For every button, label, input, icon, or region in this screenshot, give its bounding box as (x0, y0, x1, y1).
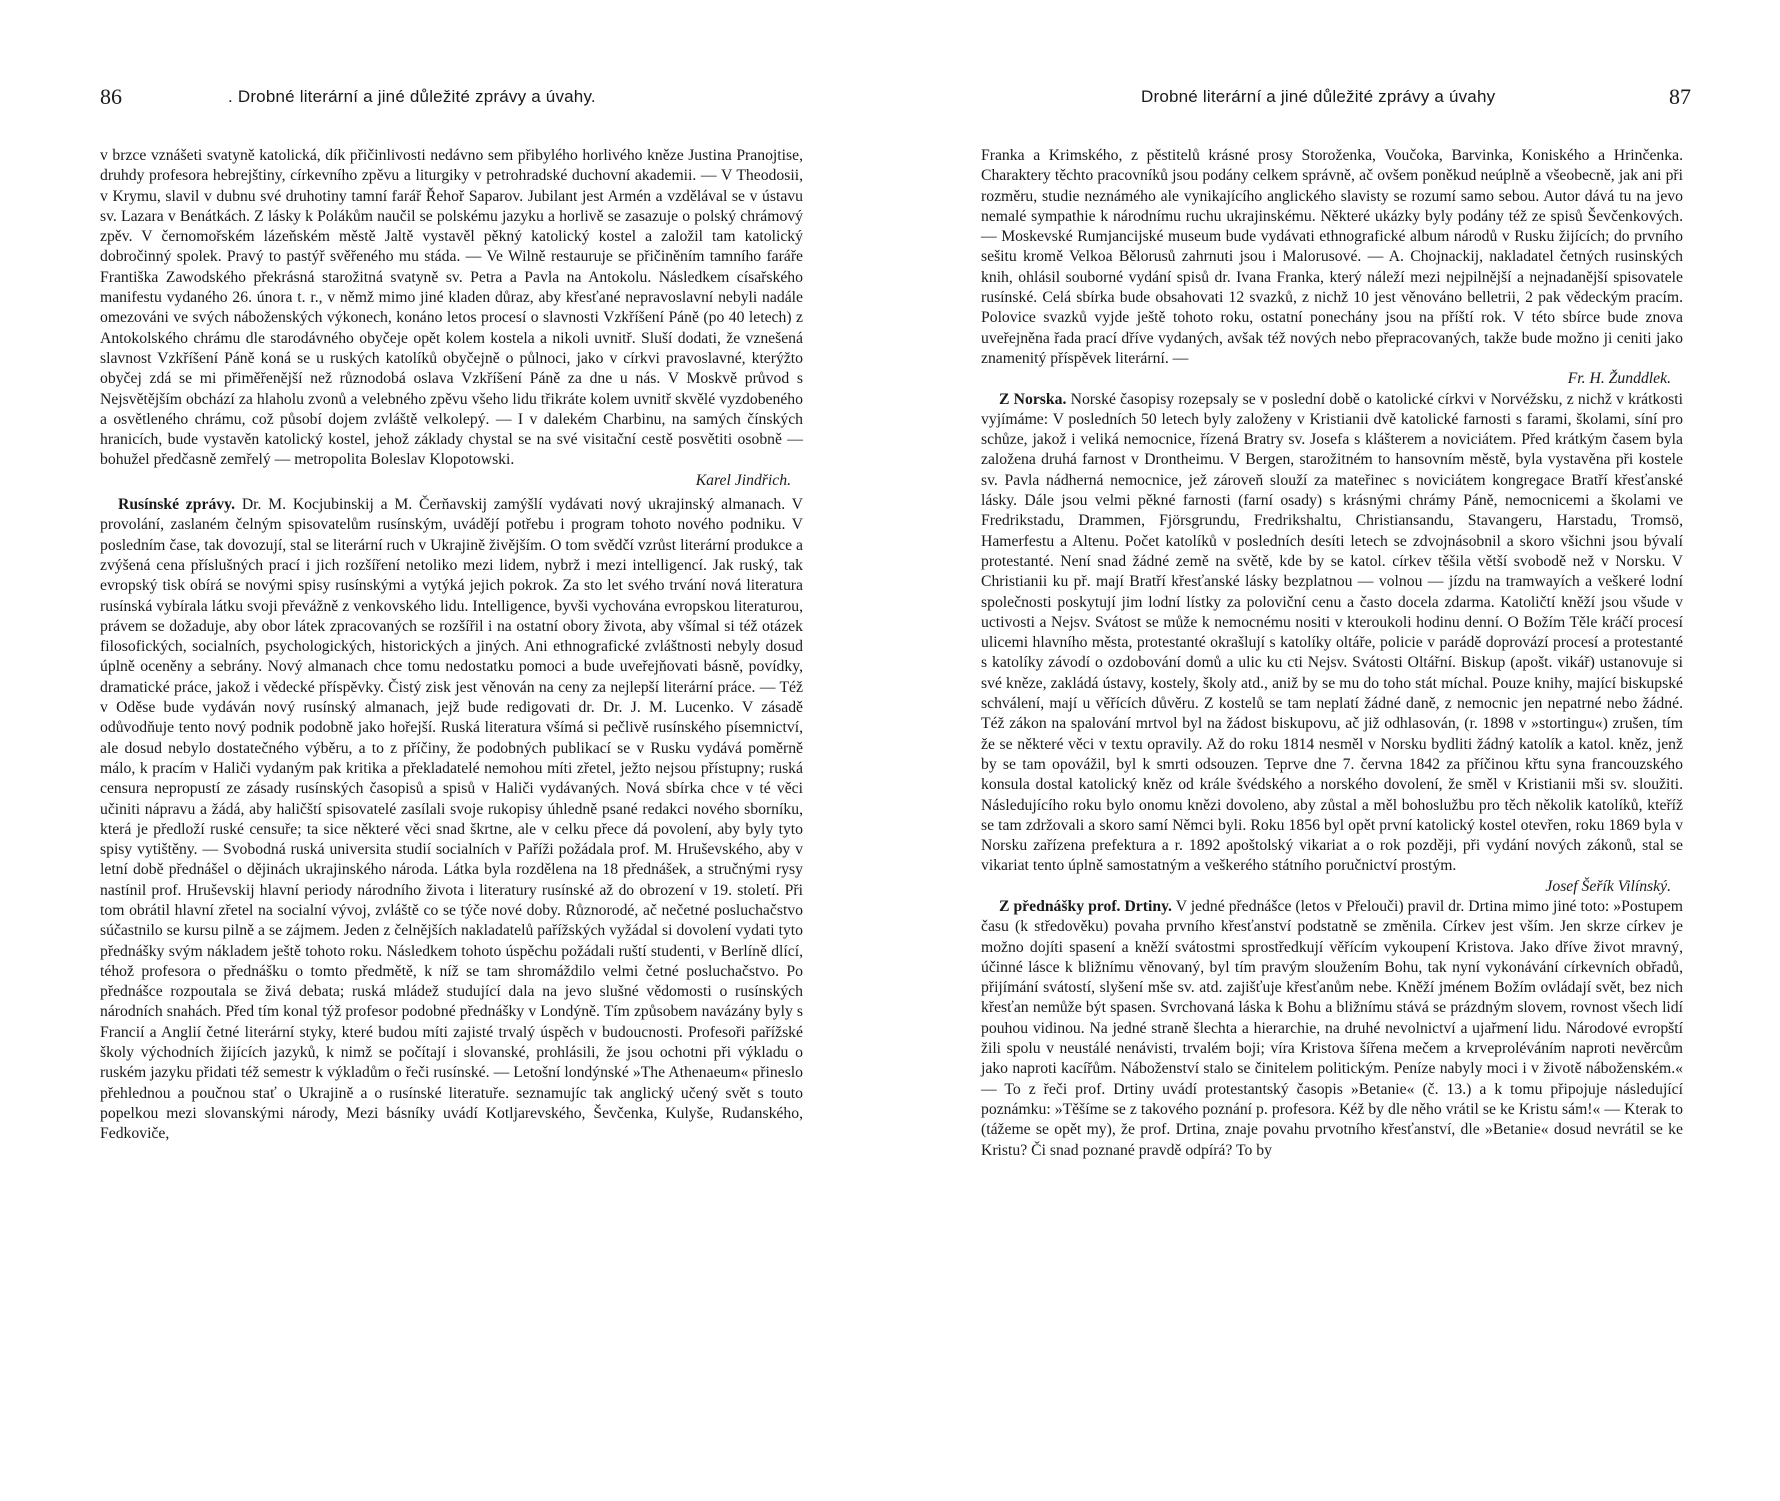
right-signature-2: Josef Šeřík Vilínský. (1545, 877, 1671, 895)
left-paragraph-2 (100, 495, 803, 1145)
left-signature-1: Karel Jindřich. (695, 471, 791, 489)
section-title-rusinske-zpravy: Rusínské zprávy. (118, 496, 236, 514)
right-running-head (891, 82, 1691, 112)
right-page-number: 87 (1669, 84, 1691, 109)
right-running-title: Drobné literární a jiné důležité zprávy a úvahy (1141, 87, 1496, 106)
right-paragraph-2-text: Norské časopisy rozepsaly se v poslední době o katolické církvi v Norvéžsku, z nichž v krátkosti vyjímáme: V posledních 50 letech byly založeny v Kristianii dvě katolické farnosti s farami, školami, síní pro schůze, jakož i veliká nemocnice, řízená Bratry sv. Josefa s klášterem a noviciátem. Před krátkým časem byla založena druhá farnost v Drontheimu. V Bergen, starožitném to hansovním městě, byla vystavěna při kostele sv. Pavla nádherná nemocnice, jež zároveň slouží za mateřinec s noviciátem kongregace Bratří křesťanské lásky. Dále jsou velmi pěkné farnosti (farní osady) s krásnými chrámy Páně, nemocnicemi a školami ve Fredrikstadu, Drammen, Fjörsgrundu, Fredrikshaltu, Christiansandu, Stavangeru, Harstadu, Tromsö, Hamerfestu a Altenu. Počet katolíků v posledních desíti letech se zdvojnásobnil a skoro všichni jsou bývalí protestanté. Není snad žádné země na světě, kde by se katol. církev těšila větší svobodě než v Norsku. V Christianii ku př. mají Bratří křesťanské lásky bezplatnou — volnou — jízdu na tramwayích a veškeré lodní společnosti poskytují jim lodní lístky za poloviční cenu a často docela zdarma. Katoličtí kněží jsou všude v uctivosti a Nejsv. Svátost se může k nemocnému nositi v kteroukoli hodinu denní. O Božím Těle kráčí procesí ulicemi hlavního města, protestanté okrašlují s katolíky oltáře, policie v parádě doprovází procesí a protestanté s katolíky závodí o ozdobování domů a ulic ku cti Nejsv. Svátosti Oltářní. Biskup (apošt. vikář) ustanovuje si své kněze, zakládá ústavy, kostely, školy atd., aniž by se mu do toho stát míchal. Pouze knihy, mající biskupské schválení, mají u věřících důvěru. Z kostelů se tam neplatí žádné daně, z nemocnic jen nepatrné nebo žádné. Též zákon na spalování mrtvol byl na žádost biskupovu, ač již odhlasován, (r. 1898 v »stortingu«) zrušen, tím že se některé věci v textu opravily. Až do roku 1814 nesměl v Norsku bydliti žádný katolík a katol. kněz, jenž by se tam opovážil, byl k smrti odsouzen. Teprve dne 7. června 1842 za příčinou křtu syna francouzského konsula dostal katolický kněz od krále švédského a norského dovolení, že směl v Kristianii mši sv. sloužiti. Následujícího roku bylo onomu knězi dovoleno, aby zůstal a měl bohoslužbu pro těch několik katolíků, kteříž se tam zdržovali a skoro samí Němci byli. Roku 1856 byl opět první katolický kostel otevřen, roku 1869 byla v Norsku zařízena prefektura a r. 1892 apoštolský vikariat a o rok později, při vydání nových zákonů, stal se vikariat tento úplně samostatným a veškerého státního poručnictví prostým. (981, 390, 1683, 875)
left-page-number: 86 (100, 84, 122, 109)
right-signature-1: Fr. H. Žunddlek. (1567, 370, 1671, 388)
left-running-title: . Drobné literární a jiné důležité zprávy a úvahy. (228, 87, 596, 106)
right-paragraph-2 (981, 390, 1683, 877)
right-paragraph-1 (981, 146, 1683, 369)
left-running-head (100, 82, 800, 112)
left-paragraph-2-text: Dr. M. Kocjubinskij a M. Čerňavskij zamýšlí vydávati nový ukrajinský almanach. V provolání, zaslaném čelným spisovatelům rusínským, uvádějí potřebu i program tohoto nového podniku. V posledním čase, tak dovozují, stal se literární ruch v Ukrajině živějším. O tom svědčí vzrůst literární produkce a zvýšená cena příslušných prací i jich rozšíření netoliko mezi lidem, nybrž i mezi intelligencí. Jak ruský, tak evropský tisk obírá se novými spisy rusínskými a vytýká jejich pokrok. Za sto let svého trvání nová literatura rusínská vybírala látku svoji převážně z venkovského lidu. Intelligence, byvši vychována evropskou literaturou, právem se dožaduje, aby obor látek zpracovaných se rozšířil i na ostatní obory života, aby všímal si též otázek filosofických, socialních, psychologických, historických a jiných. Ani ethnografické zvláštnosti nebyly dosud úplně oceněny a sebrány. Nový almanach chce tomu nedostatku pomoci a bude uveřejňovati básně, povídky, dramatické práce, jakož i vědecké příspěvky. Čistý zisk jest věnován na ceny za nejlepší literární práce. — Též v Oděse bude vydáván nový rusínský almanach, jejž bude redigovati dr. Dr. J. M. Lucenko. V zásadě odůvodňuje tento nový podnik podobně jako hořejší. Ruská literatura všímá si pečlivě rusínského písemnictví, ale dosud nebylo dostatečného výběru, a to z příčiny, že podobných publikací se v Rusku vydává poměrně málo, k pracím v Haliči vydaným pak kritika a překladatelé nemohou míti zřetel, ježto nejsou přístupny; ruská censura nepropustí ze zásady rusínských časopisů a spisů v Haliči vydávaných. Nová sbírka chce v té věci učiniti nápravu a žádá, aby haličští spisovatelé zasílali svoje rukopisy úhledně psané redakci nového sborníku, která je předloží ruské censuře; ta sice některé věci snad škrtne, ale v celku přece dá povolení, aby byly tyto spisy vytištěny. — Svobodná ruská universita studií socialních v Paříži požádala prof. M. Hruševského, aby v letní době přednášel o dějinách ukrajinského národa. Látka byla rozdělena na 18 přednášek, a stručnými rysy nastínil prof. Hruševskij hlavní periody národního života i literatury rusínské až do obrození v 19. století. Při tom obrátil hlavní zřetel na socialní vývoj, zvláště co se týče nové doby. Různorodé, ač nečetné posluchačstvo súčastnilo se kursu pilně a se zájmem. Jeden z čelnějších nakladatelů pařížských vyžádal si dovolení vydati tyto přednášky svým nákladem ještě tohoto roku. Následkem tohoto úspěchu požádali ruští studenti, v Berlíně dlící, téhož profesora o přednášku o tomto předmětě, k níž se tam shromáždilo velmi četné posluchačstvo. Po přednášce rozpoutala se živá debata; ruská mládež studující dala na jevo slušné vědomosti o rusínských národních snahách. Před tím konal týž profesor podobné přednášky v Londýně. Tím způsobem navázány byly s Francií a Anglií četné literární styky, které budou míti zajisté trvalý úspěch v budoucnosti. Profesoři pařížské školy východních žijících jazyků, k nimž se počítají i slovanské, prohlásili, že jsou ochotni při výkladu o ruském jazyku přidati též semestr k výkladům o řeči rusínské. — Letošní londýnské »The Athenaeum« přineslo přehlednou a poučnou stať o Ukrajině a o rusínské literatuře. seznamujíc tak anglický učený svět s touto popelkou mezi slovanskými národy, Mezi básníky uvádí Kotljarevského, Ševčenka, Kulyše, Rudanského, Fedkoviče, (100, 496, 804, 1143)
right-paragraph-3 (981, 897, 1683, 1161)
right-paragraph-3-text: V jedné přednášce (letos v Přelouči) pravil dr. Drtina mimo jiné toto: »Postupem času (k středověku) povaha prvního křesťanství podstatně se změnila. Církev jest vším. Jen skrze církev je možno dojíti spasení a kněží svátostmi sprostředkují věřícím vykoupení Kristova. Jako dříve život mravný, účinné lásce k bližnímu věnovaný, byl tím pravým sloužením Bohu, tak nyní vykonávání církevních obřadů, přijímání svátostí, slyšení mše sv. atd. zajišťuje křesťanům nebe. Kněží jménem Božím ovládají svět, bez nich křesťan nemůže být spasen. Svrchovaná láska k Bohu a bližnímu stává se prázdným slovem, rovnost všech lidí pouhou vidinou. Na jedné straně šlechta a hierarchie, na druhé nevolnictví a ujařmení lidu. Národové evropští žili spolu v neustálé nenávisti, trvalém boji; víra Kristova šířena mečem a krveproléváním naproti nevěrcům jako naproti kacířům. Náboženství stalo se činitelem politickým. Peníze nabyly moci i v životě náboženském.« — To z řeči prof. Drtiny uvádí protestantský časopis »Betanie« (č. 13.) a k tomu připojuje následující poznámku: »Těšíme se z takového poznání p. profesora. Kéž by dle něho vrátil se ke Kristu sám!« — Kterak to (tážeme se opět my), že prof. Drtina, znaje povahu prvotního křesťanství, dle »Betanie« dosud nevrátil se ke Kristu? Či snad poznané pravdě odpírá? To by (981, 897, 1683, 1159)
right-page (890, 0, 1780, 1501)
section-title-z-norska: Z Norska. (999, 390, 1067, 408)
left-text-block (100, 146, 803, 1145)
right-text-block (981, 146, 1683, 1161)
section-title-z-prednasky: Z přednášky prof. Drtiny. (999, 897, 1172, 915)
left-paragraph-1-text: v brzce vznášeti svatyně katolická, dík přičinlivosti nedávno sem přibylého horlivého kněze Justina Pranojtise, druhdy profesora hebrejštiny, církevního zpěvu a liturgiky v petrohradské duchovní akademii. — V Theodosii, v Krymu, slavil v dubnu své druhotiny tamní farář Řehoř Saparov. Jubilant jest Armén a vzdělával se v ústavu sv. Lazara v Benátkách. Z lásky k Polákům naučil se polskému jazyku a horlivě se zasazuje o polský chrámový zpěv. V černomořském lázeňském městě Jaltě vystavěl pěkný katolický kostel a založil tam katolický dobročinný spolek. Pravý to pastýř svěřeného mu stáda. — Ve Wilně restauruje se přičiněním tamního faráře Františka Zawodského překrásná starožitná svatyně sv. Petra a Pavla na Antokolu. Následkem císařského manifestu vydaného 26. února t. r., v němž mimo jiné kladen důraz, aby křesťané nepravoslavní nebyli nadále omezováni ve svých náboženských výkonech, konáno letos procesí o slavnosti Vzkříšení Páně (po 40 letech) z Antokolského chrámu dle starodávného obyčeje opět kolem kostela a nikoli uvnitř. Sluší dodati, že vznešená slavnost Vzkříšení Páně koná se u ruských katolíků obyčejně o půlnoci, jako v církvi pravoslavné, kterýžto obyčej zdá se mi přiměřenější než různodobá oslava Vzkříšení Páně za dne u nás. V Moskvě průvod s Nejsvětějším obchází za hlaholu zvonů a velebného zpěvu všeho lidu třikráte kolem uvnitř skvělé vyzdobeného a osvětleného chrámu, což působí dojem zvláště velkolepý. — I v dalekém Charbinu, na samých čínských hranicích, bude vystavěn katolický kostel, jehož základy chystal se na své visitační cestě posvětiti osobně — bohužel předčasně zemřelý — metropolita Boleslav Klopotowski. (100, 147, 803, 469)
left-paragraph-1 (100, 146, 803, 471)
right-paragraph-1-text: Franka a Krimského, z pěstitelů krásné prosy Storoženka, Voučoka, Barvinka, Koniského a Hrinčenka. Charaktery těchto pracovníků jsou podány celkem správně, ač ovšem poněkud neúplně a všeobecně, jak ani při rozměru, studie neznámého ale vynikajícího anglického slavisty se rozumí samo sebou. Autor dává tu na jevo nemalé sympathie k národnímu ruchu ukrajinskému. Některé ukázky byly podány též ze spisů Ševčenkových. — Moskevské Rumjancijské museum bude vydávati ethnografické album národů v Rusku žijících; do prvního sešitu kromě Velkoa Bělorusů zahrnuti jsou i Malorusové. — A. Chojnackij, nakladatel četných rusinských knih, ohlásil souborné vydání spisů dr. Ivana Franka, který náleží mezi nejpilnější a nejnadanější spisovatele rusínské. Celá sbírka bude obsahovati 12 svazků, z nichž 10 jest věnováno belletrii, 2 pak vědeckým pracím. Polovice svazků vyjde ještě tohoto roku, ostatní ponechány jsou na příští rok. V této sbírce bude znova uveřejněna řada prací dříve vydaných, avšak též nových nebo přepracovaných, takže bude možno ji ceniti jako znamenitý příspěvek literární. — (981, 147, 1683, 367)
